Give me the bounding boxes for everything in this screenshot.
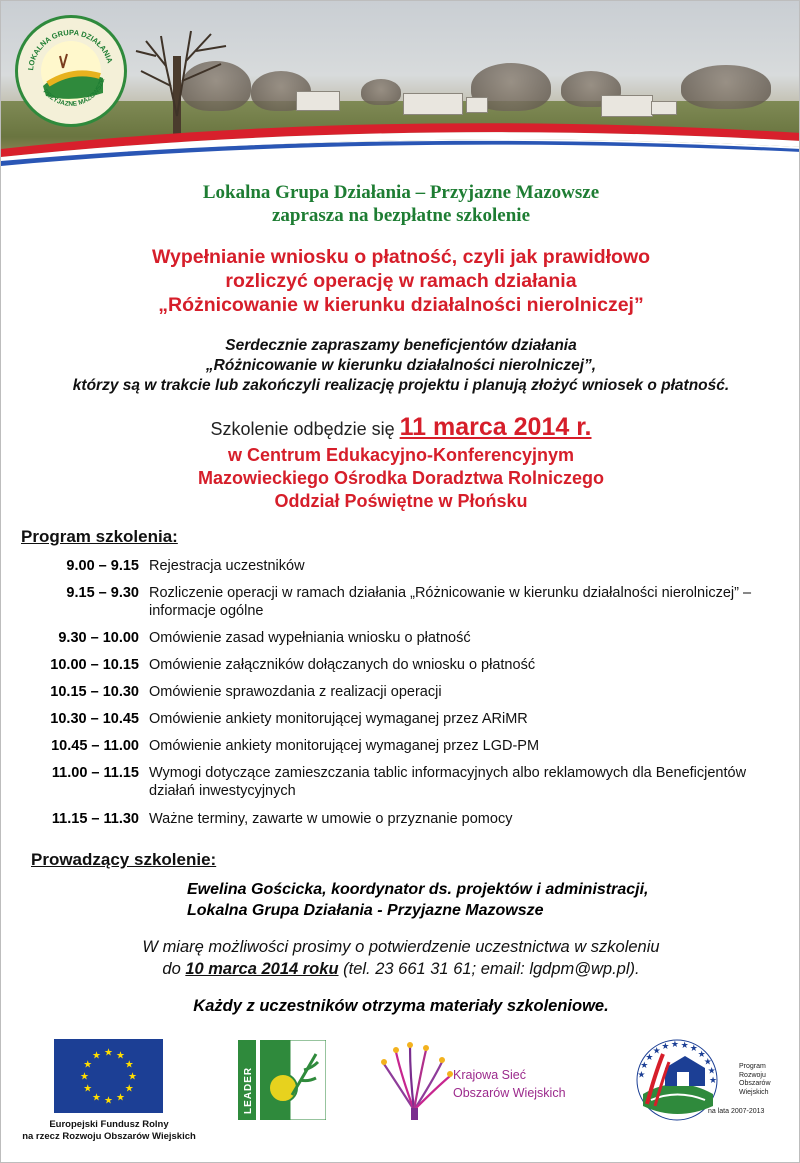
eu-star-icon: ★ <box>80 1071 89 1083</box>
prow-line-3: Obszarów <box>739 1080 771 1088</box>
program-row <box>31 656 769 674</box>
eu-flag-icon <box>54 1039 163 1113</box>
program-time: 9.00 – 9.15 <box>66 558 139 574</box>
program-time: 10.45 – 11.00 <box>51 738 139 754</box>
prow-line-4: Wiejskich <box>739 1088 769 1096</box>
prow-text <box>739 1063 771 1097</box>
program-time: 9.15 – 9.30 <box>66 585 139 601</box>
prow-star-icon: ★ <box>637 1069 646 1080</box>
program-row <box>31 557 769 575</box>
eu-caption <box>11 1119 207 1143</box>
program-desc: Ważne terminy, zawarte w umowie o przyznanie pomocy <box>149 811 513 827</box>
prow-star-icon: ★ <box>640 1060 649 1071</box>
eu-caption-line-1: Europejski Fundusz Rolny <box>49 1119 169 1130</box>
lgd-logo <box>15 15 127 127</box>
eu-star-icon: ★ <box>104 1095 113 1107</box>
program-time: 9.30 – 10.00 <box>58 630 139 646</box>
program-desc: Omówienie zasad wypełniania wniosku o płatność <box>149 630 471 646</box>
ksow-line-1: Krajowa Sieć <box>453 1068 526 1082</box>
program-desc: Wymogi dotyczące zamieszczania tablic informacyjnych albo reklamowych dla Beneficjentów działań inwestycyjnych <box>149 765 747 799</box>
eu-star-icon: ★ <box>83 1083 93 1095</box>
eu-star-icon: ★ <box>116 1092 125 1104</box>
eu-star-icon: ★ <box>124 1083 134 1095</box>
materials-note: Każdy z uczestników otrzyma materiały szkoleniowe. <box>193 997 609 1015</box>
lecturer-line-1: Ewelina Gościcka, koordynator ds. projektów i administracji, <box>187 881 649 898</box>
prow-star-icon: ★ <box>697 1048 706 1059</box>
logo-text-bottom: PRZYJAZNE MAZOWSZE <box>41 77 107 108</box>
eu-star-icon: ★ <box>104 1047 113 1059</box>
eu-star-icon: ★ <box>128 1071 137 1083</box>
program-desc: Omówienie sprawozdania z realizacji operacji <box>149 684 442 700</box>
program-desc: Rozliczenie operacji w ramach działania „Różnicowanie w kierunku działalności nierolniczej” – informacje ogólne <box>149 585 752 619</box>
logo-text-top: LOKALNA GRUPA DZIAŁANIA <box>26 27 115 71</box>
invitation-line-2: „Różnicowanie w kierunku działalności nierolniczej”, <box>205 357 597 374</box>
program-time: 11.00 – 11.15 <box>51 765 139 781</box>
prow-line-2: Rozwoju <box>739 1071 766 1079</box>
org-line: Lokalna Grupa Działania – Przyjazne Mazowsze <box>202 182 600 203</box>
program-row <box>31 584 769 620</box>
prow-star-icon: ★ <box>645 1051 654 1062</box>
eu-star-icon: ★ <box>124 1059 134 1071</box>
prow-years: na lata 2007-2013 <box>708 1108 765 1115</box>
ksow-text <box>453 1066 566 1102</box>
invitation-line-3: którzy są w trakcie lub zakończyli realizację projektu i planują złożyć wniosek o płatność. <box>72 377 730 394</box>
prow-star-icon: ★ <box>703 1056 712 1067</box>
program-desc: Omówienie ankiety monitorującej wymaganej przez LGD-PM <box>149 738 540 754</box>
ksow-line-2: Obszarów Wiejskich <box>453 1086 566 1100</box>
prow-star-icon: ★ <box>708 1075 718 1085</box>
venue-line-1: w Centrum Edukacyjno-Konferencyjnym <box>227 445 575 465</box>
leader-text: LEADER <box>243 1066 254 1114</box>
confirm-pre: do <box>162 960 186 978</box>
program-row <box>31 810 769 828</box>
program-desc: Omówienie ankiety monitorującej wymaganej przez ARiMR <box>149 711 528 727</box>
leader-logo <box>238 1040 326 1120</box>
eu-star-icon: ★ <box>92 1092 101 1104</box>
program-heading: Program szkolenia: <box>21 527 178 546</box>
prow-line-1: Program <box>739 1063 766 1070</box>
program-row <box>31 710 769 728</box>
date-line <box>1 413 800 443</box>
invitation-line-1: Serdecznie zapraszamy beneficjentów działania <box>225 337 577 354</box>
program-desc: Rejestracja uczestników <box>149 558 305 574</box>
title-line-1: Wypełnianie wniosku o płatność, czyli jak prawidłowo <box>151 246 651 268</box>
eu-star-icon: ★ <box>83 1059 93 1071</box>
program-row <box>31 629 769 647</box>
header-photo <box>1 1 800 166</box>
program-row <box>31 683 769 701</box>
eu-caption-line-2: na rzecz Rozwoju Obszarów Wiejskich <box>22 1131 196 1142</box>
program-time: 10.15 – 10.30 <box>50 684 139 700</box>
prow-star-icon: ★ <box>680 1039 689 1050</box>
date-prefix: Szkolenie odbędzie się <box>210 419 395 439</box>
title-line-2: rozliczyć operację w ramach działania <box>225 270 577 292</box>
prow-star-icon: ★ <box>661 1040 670 1051</box>
program-row <box>31 737 769 755</box>
program-time: 10.30 – 10.45 <box>50 711 139 727</box>
confirm-deadline: 10 marca 2014 roku <box>185 960 339 978</box>
prow-star-icon: ★ <box>707 1065 716 1076</box>
program-desc: Omówienie załączników dołączanych do wniosku o płatność <box>149 657 536 673</box>
venue-line-3: Oddział Poświętne w Płońsku <box>274 491 528 511</box>
prow-star-icon: ★ <box>689 1043 698 1054</box>
program-time: 10.00 – 10.15 <box>50 657 139 673</box>
lecturer-line-2: Lokalna Grupa Działania - Przyjazne Mazowsze <box>187 902 544 919</box>
title-line-3: „Różnicowanie w kierunku działalności nierolniczej” <box>158 294 644 316</box>
training-date: 11 marca 2014 r. <box>399 413 592 441</box>
eu-star-icon: ★ <box>116 1050 125 1062</box>
confirm-line-1: W miarę możliwości prosimy o potwierdzenie uczestnictwa w szkoleniu <box>142 938 660 956</box>
prow-star-icon: ★ <box>652 1045 661 1056</box>
program-row <box>31 764 769 800</box>
lecturer-heading: Prowadzący szkolenie: <box>31 850 217 869</box>
eu-star-icon: ★ <box>92 1050 101 1062</box>
venue-line-2: Mazowieckiego Ośrodka Doradztwa Rolniczego <box>197 468 605 488</box>
prow-star-icon: ★ <box>670 1039 679 1050</box>
invite-line: zaprasza na bezpłatne szkolenie <box>271 205 531 226</box>
confirm-contact: (tel. 23 661 31 61; email: lgdpm@wp.pl). <box>338 960 640 978</box>
confirm-line-2 <box>1 959 800 980</box>
program-time: 11.15 – 11.30 <box>51 811 139 827</box>
